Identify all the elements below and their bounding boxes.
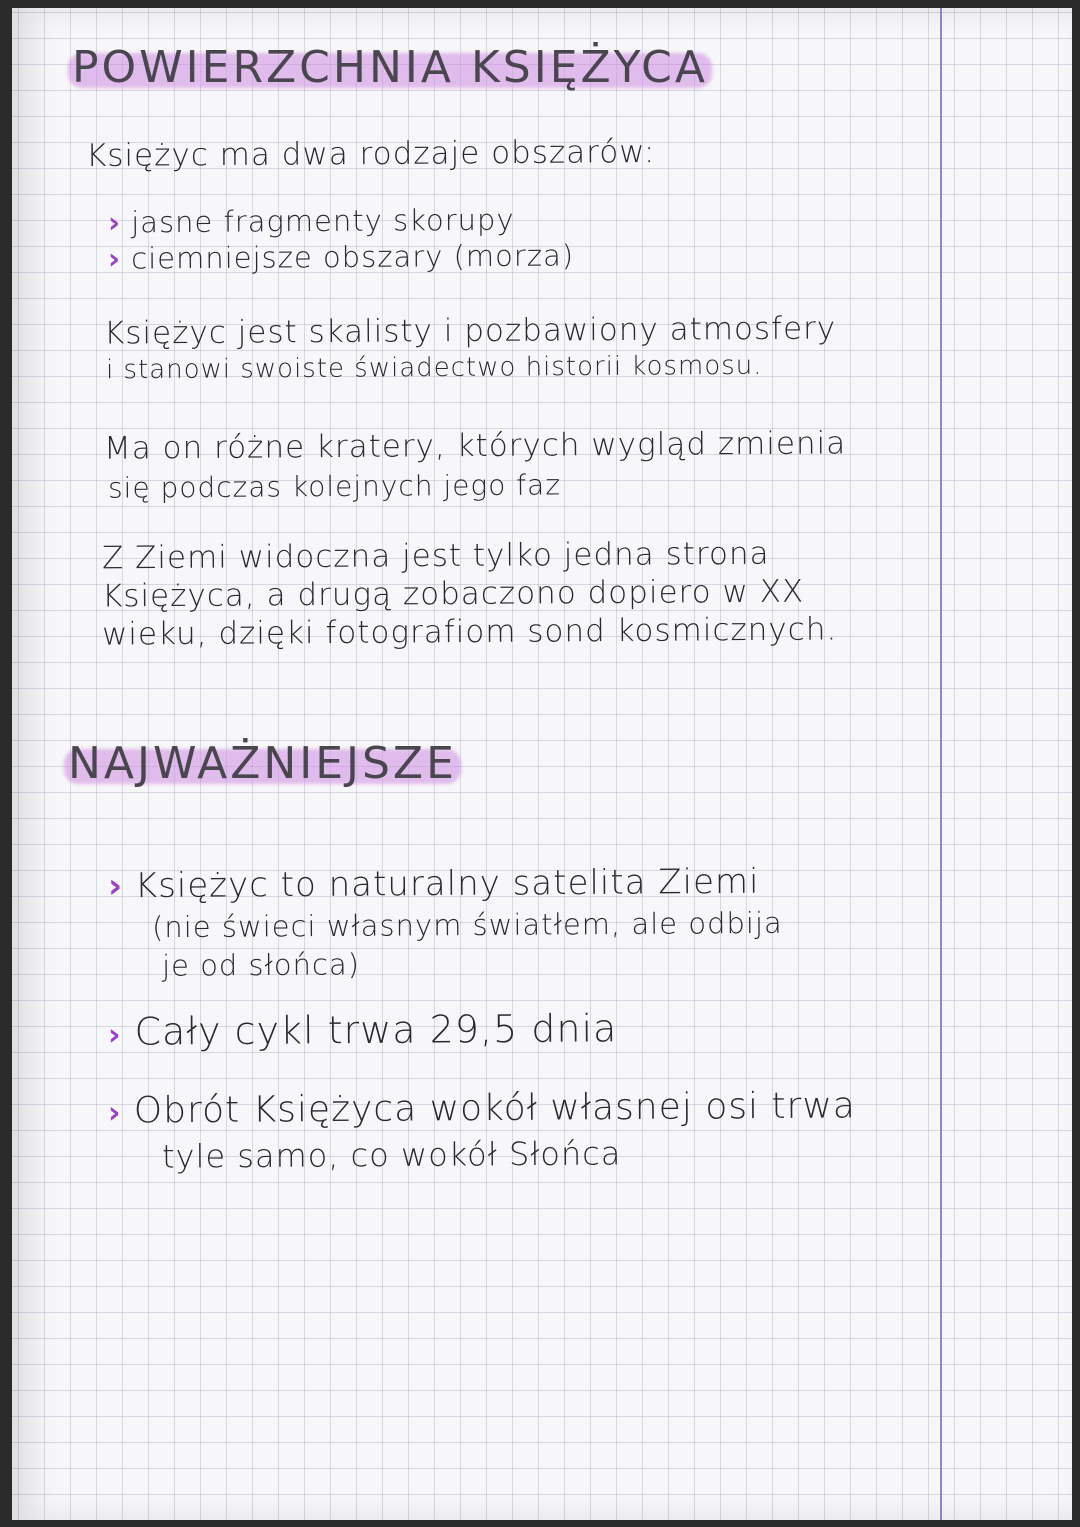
bullet-icon: › <box>107 205 122 240</box>
list-item-text: Księżyc to naturalny satelita Ziemi <box>134 861 760 907</box>
margin-line <box>940 8 942 1520</box>
list-item-continuation: (nie świeci własnym światłem, ale odbija <box>151 905 783 945</box>
list-item <box>108 1006 618 1054</box>
list-item-continuation: tyle samo, co wokół Słońca <box>161 1134 622 1176</box>
bullet-icon: › <box>107 866 124 907</box>
section-heading <box>68 738 457 789</box>
section-heading-text: NAJWAŻNIEJSZE <box>68 738 457 789</box>
list-item-text: ciemniejsze obszary (morza) <box>131 238 575 276</box>
notebook-page <box>12 8 1072 1520</box>
list-item-text: jasne fragmenty skorupy <box>131 202 515 240</box>
paragraph-line: Księżyc jest skalisty i pozbawiony atmosfery <box>103 310 837 352</box>
bullet-icon: › <box>107 241 122 276</box>
paragraph-line: i stanowi swoiste świadectwo historii kosmosu. <box>105 350 763 386</box>
bullet-icon: › <box>107 1095 122 1131</box>
list-item <box>108 238 574 275</box>
paragraph-line: się podczas kolejnych jego faz <box>107 468 562 505</box>
list-item-continuation: je od słońca) <box>161 947 361 983</box>
list-item <box>108 203 515 240</box>
page-title <box>72 42 708 93</box>
list-item <box>108 862 760 907</box>
list-item-text: Cały cykl trwa 29,5 dnia <box>134 1006 618 1054</box>
bullet-icon: › <box>107 1017 122 1053</box>
intro-text: Księżyc ma dwa rodzaje obszarów: <box>85 134 656 174</box>
list-item-text: Obrót Księżyca wokół własnej osi trwa <box>133 1085 857 1132</box>
paragraph-line: Księżyca, a drugą zobaczono dopiero w XX <box>101 573 805 615</box>
paragraph-line: wieku, dzięki fotografiom sond kosmicznych. <box>101 611 838 653</box>
paragraph-line: Z Ziemi widoczna jest tylko jedna strona <box>101 535 770 577</box>
paragraph-line: Ma on różne kratery, których wygląd zmienia <box>103 425 847 467</box>
page-title-text: POWIERZCHNIA KSIĘŻYCA <box>72 42 708 93</box>
list-item <box>108 1085 856 1131</box>
